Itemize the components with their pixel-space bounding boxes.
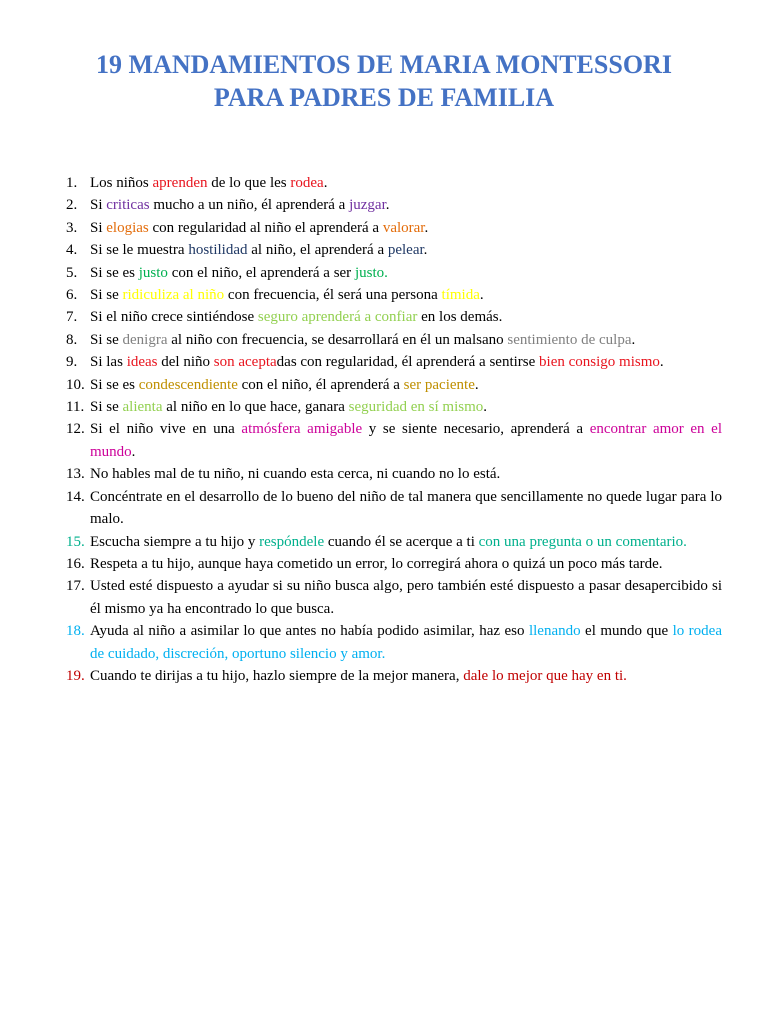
highlighted-phrase: tímida — [441, 287, 480, 304]
commandment-number: 19. — [66, 667, 85, 684]
highlighted-phrase: ideas — [126, 354, 158, 371]
commandment-item — [66, 665, 722, 687]
commandment-number: 6. — [66, 287, 78, 304]
text-segment: con el niño, el aprenderá a ser — [167, 264, 355, 281]
commandment-text — [90, 399, 487, 415]
commandment-text — [90, 668, 627, 684]
commandment-text — [90, 421, 722, 459]
commandment-number: 17. — [66, 578, 85, 595]
commandment-number: 7. — [66, 309, 78, 326]
highlighted-phrase: lo rodea de cuidado, discreción, oportuno silencio y amor. — [90, 623, 722, 662]
commandment-number: 5. — [66, 264, 78, 281]
highlighted-phrase: son acepta — [213, 354, 277, 371]
text-segment: del niño — [157, 354, 214, 371]
commandment-number: 10. — [66, 376, 85, 393]
commandment-text — [90, 332, 635, 348]
highlighted-phrase: pelear — [387, 242, 424, 259]
highlighted-phrase: justo — [354, 264, 385, 281]
text-segment: . — [483, 399, 487, 416]
text-segment: Concéntrate en el desarrollo de lo bueno del niño de tal manera que sencillamente no quede lugar para lo malo. — [90, 488, 722, 528]
commandments-list — [66, 172, 722, 687]
commandment-number: 14. — [66, 488, 85, 505]
text-segment: Si las — [90, 354, 127, 371]
commandment-item — [66, 284, 722, 306]
commandment-item — [66, 553, 722, 575]
text-segment: . — [659, 354, 664, 371]
commandment-item — [66, 620, 722, 665]
commandment-item — [66, 396, 722, 418]
commandment-number: 8. — [66, 331, 78, 348]
commandment-number: 1. — [66, 175, 78, 191]
commandment-item — [66, 531, 722, 553]
text-segment: y se siente necesario, aprenderá a — [362, 421, 590, 438]
commandment-text — [90, 556, 663, 572]
highlighted-phrase: atmósfera amigable — [241, 421, 363, 438]
commandment-item — [66, 575, 722, 620]
text-segment: Si se le muestra — [90, 242, 189, 259]
commandment-number: 16. — [66, 555, 85, 572]
text-segment: mucho a un niño, él aprenderá a — [149, 197, 350, 214]
highlighted-phrase: bien consigo mismo — [539, 354, 660, 371]
text-segment: cuando él se acerque a ti — [324, 533, 479, 550]
highlighted-phrase: denigra — [122, 331, 168, 348]
highlighted-phrase: ser paciente — [403, 376, 475, 393]
commandment-text — [90, 377, 479, 393]
text-segment: . — [474, 376, 479, 393]
commandment-number: 12. — [66, 421, 85, 438]
highlighted-phrase: encontrar amor en el mundo — [90, 421, 722, 460]
commandment-item — [66, 463, 722, 485]
commandment-text — [90, 489, 722, 527]
text-segment: con frecuencia, él será una persona — [224, 287, 442, 304]
commandment-text — [90, 242, 427, 258]
text-segment: Usted esté dispuesto a ayudar si su niño busca algo, pero también esté dispuesto a pasar desapercibido si él mismo ya ha encontrado lo que busca. — [90, 578, 722, 617]
text-segment: Si se es — [90, 376, 139, 393]
text-segment: Respeta a tu hijo, aunque haya cometido un error, lo corregirá ahora o quizá un poco más tarde. — [90, 555, 663, 572]
commandment-number: 13. — [66, 466, 85, 483]
commandment-item — [66, 418, 722, 463]
highlighted-phrase: justo — [138, 264, 168, 281]
commandment-text — [90, 534, 687, 550]
title-line-2: PARA PADRES DE FAMILIA — [213, 83, 555, 112]
text-segment: el mundo que — [580, 623, 673, 640]
title-line-1: 19 MANDAMIENTOS DE MARIA MONTESSORI — [96, 50, 672, 79]
text-segment: Si se — [90, 287, 123, 304]
highlighted-phrase: seguro aprenderá a confiar — [257, 309, 418, 326]
highlighted-phrase: condescendiente — [138, 376, 238, 393]
commandment-number: 15. — [66, 533, 85, 550]
text-segment: . — [631, 331, 636, 348]
commandment-text — [90, 265, 388, 281]
text-segment: . — [423, 242, 428, 259]
highlighted-phrase: . — [384, 264, 388, 281]
highlighted-phrase: alienta — [122, 399, 163, 416]
text-segment: No hables mal de tu niño, ni cuando esta cerca, ni cuando no lo está. — [90, 466, 501, 483]
commandment-text — [90, 220, 428, 236]
highlighted-phrase: sentimiento de culpa — [507, 331, 632, 348]
commandment-number: 4. — [66, 242, 78, 259]
highlighted-phrase: seguridad en sí mismo — [348, 399, 484, 416]
commandment-number: 2. — [66, 197, 78, 214]
text-segment: Los niños — [90, 175, 153, 191]
commandment-number: 11. — [66, 399, 85, 416]
text-segment: . — [479, 287, 484, 304]
text-segment: al niño, el aprenderá a — [247, 242, 388, 259]
commandment-item — [66, 486, 722, 531]
commandment-number: 18. — [66, 623, 85, 640]
text-segment: . — [424, 219, 429, 236]
commandment-number: 9. — [66, 354, 78, 371]
text-segment: con regularidad al niño el aprenderá a — [148, 219, 383, 236]
commandment-text — [90, 466, 500, 482]
commandment-item — [66, 172, 722, 194]
commandment-text — [90, 309, 502, 325]
text-segment: . — [131, 443, 136, 460]
commandment-text — [90, 578, 722, 616]
highlighted-phrase: ridiculiza al niño — [122, 287, 225, 304]
text-segment: Ayuda al niño a asimilar lo que antes no había podido asimilar, haz eso — [90, 623, 529, 640]
text-segment: . — [323, 175, 328, 191]
text-segment: . — [385, 197, 390, 214]
highlighted-phrase: criticas — [106, 197, 150, 214]
commandment-item — [66, 194, 722, 216]
text-segment: Escucha siempre a tu hijo y — [90, 533, 260, 550]
commandment-text — [90, 197, 390, 213]
commandment-item — [66, 351, 722, 373]
text-segment: al niño con frecuencia, se desarrollará en él un malsano — [167, 331, 508, 348]
highlighted-phrase: valorar — [382, 219, 425, 236]
highlighted-phrase: rodea — [290, 175, 324, 191]
text-segment: de lo que les — [207, 175, 291, 191]
document-title — [0, 48, 768, 114]
commandment-item — [66, 217, 722, 239]
highlighted-phrase: con una pregunta o un comentario. — [478, 533, 687, 550]
commandment-item — [66, 374, 722, 396]
text-segment: Si el niño vive en una — [90, 421, 242, 438]
commandment-text — [90, 623, 722, 661]
highlighted-phrase: juzgar — [349, 197, 386, 214]
commandment-text — [90, 354, 664, 370]
highlighted-phrase: respóndele — [259, 533, 325, 550]
commandment-text — [90, 287, 484, 303]
commandment-item — [66, 262, 722, 284]
text-segment: das con regularidad, él aprenderá a sentirse — [276, 354, 540, 371]
text-segment: Si — [90, 197, 107, 214]
text-segment: Si se es — [90, 264, 139, 281]
text-segment: Si se — [90, 331, 123, 348]
commandment-text — [90, 175, 327, 191]
text-segment: Si el niño crece sintiéndose — [90, 309, 258, 326]
text-segment: Si — [90, 219, 107, 236]
text-segment: Si se — [90, 399, 123, 416]
highlighted-phrase: dale lo mejor que hay en ti. — [463, 667, 627, 684]
text-segment: con el niño, él aprenderá a — [237, 376, 404, 393]
highlighted-phrase: llenando — [528, 623, 581, 640]
commandment-item — [66, 306, 722, 328]
text-segment: al niño en lo que hace, ganara — [162, 399, 349, 416]
text-segment: en los demás. — [417, 309, 503, 326]
commandment-number: 3. — [66, 219, 78, 236]
commandment-item — [66, 239, 722, 261]
highlighted-phrase: aprenden — [152, 175, 208, 191]
commandment-item — [66, 329, 722, 351]
highlighted-phrase: hostilidad — [188, 242, 248, 259]
text-segment: Cuando te dirijas a tu hijo, hazlo siempre de la mejor manera, — [90, 667, 464, 684]
highlighted-phrase: elogias — [106, 219, 149, 236]
